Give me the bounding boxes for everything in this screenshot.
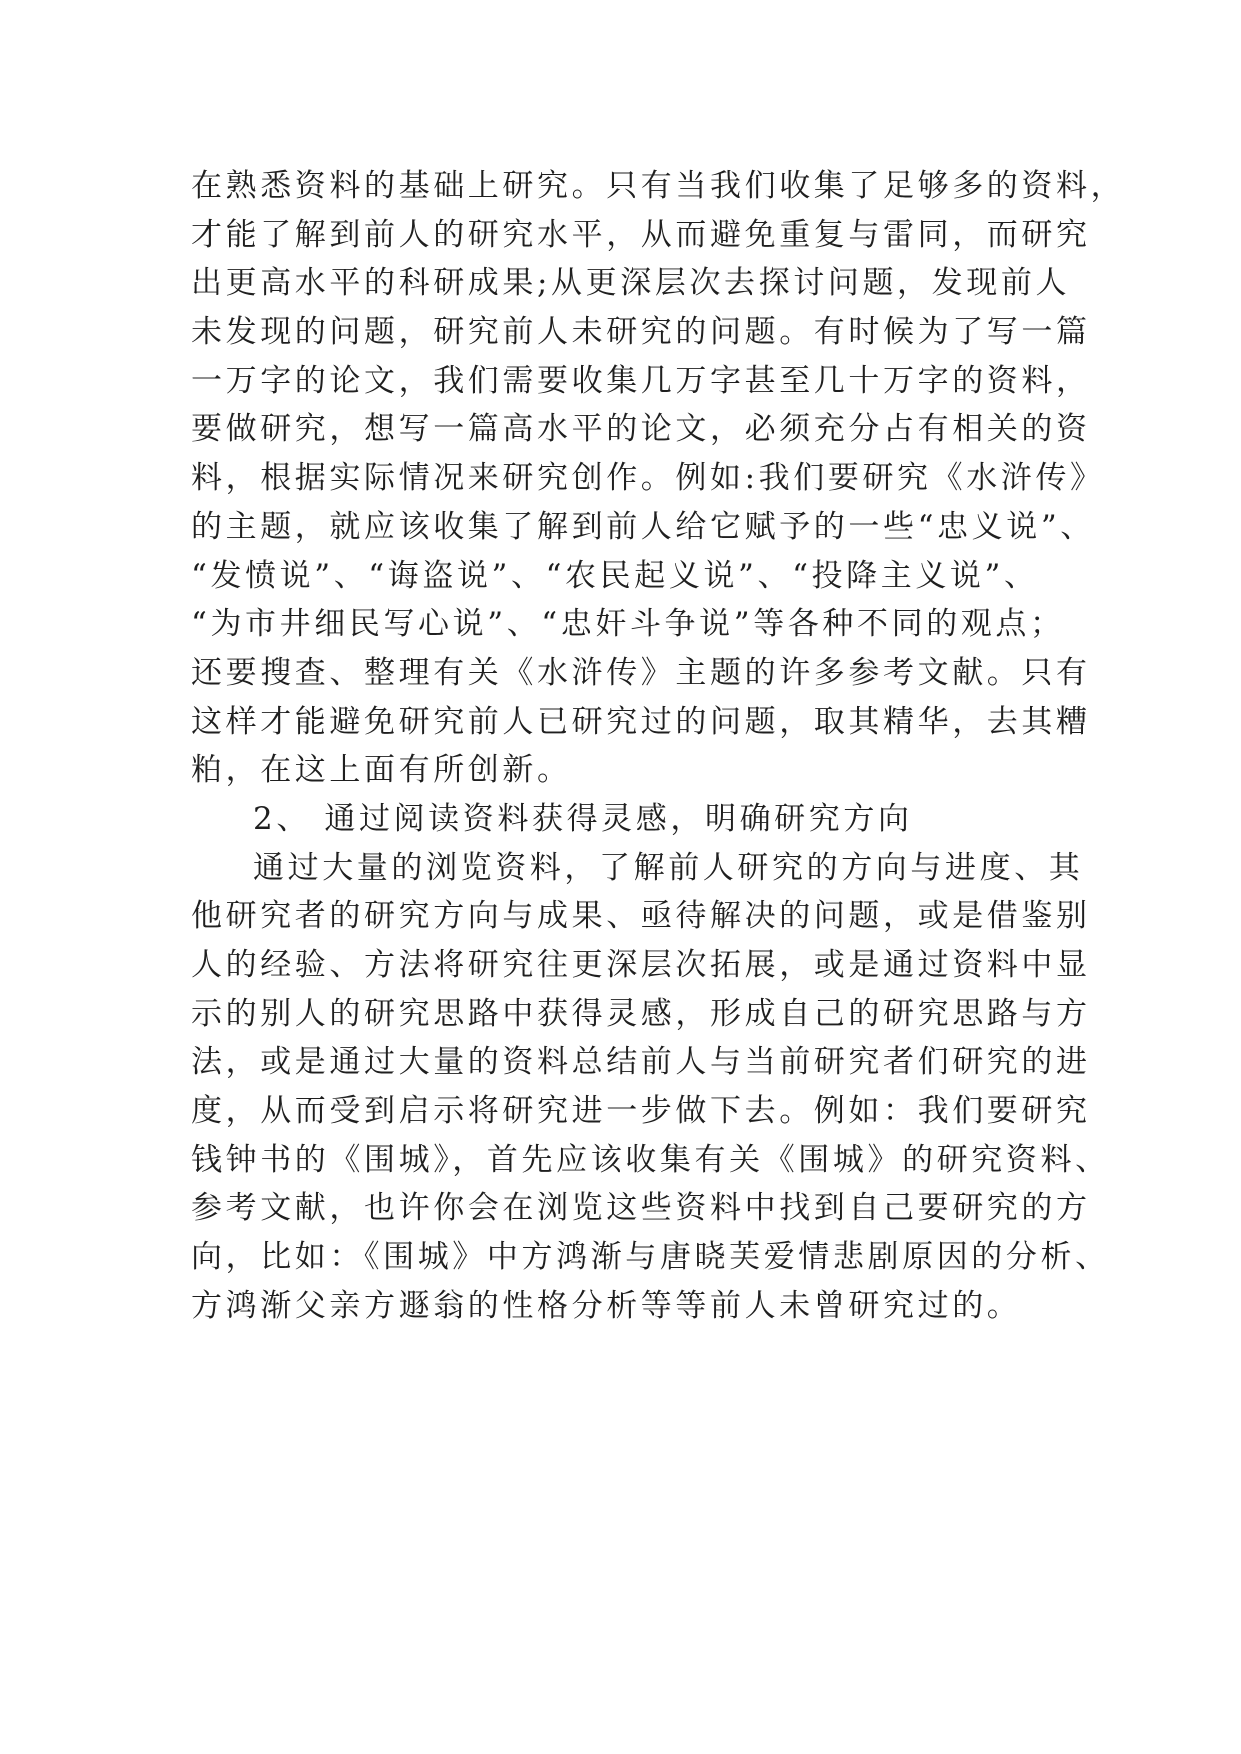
text-line: 示的别人的研究思路中获得灵感，形成自己的研究思路与方 — [191, 995, 1091, 1032]
text-line: 的主题，就应该收集了解到前人给它赋予的一些“忠义说”、 — [191, 508, 1095, 545]
text-line: 参考文献，也许你会在浏览这些资料中找到自己要研究的方 — [191, 1190, 1091, 1227]
text-line: 度，从而受到启示将研究进一步做下去。例如：我们要研究 — [191, 1093, 1091, 1130]
text-line: 法，或是通过大量的资料总结前人与当前研究者们研究的进 — [191, 1044, 1091, 1081]
text-line: 方鸿渐父亲方遯翁的性格分析等等前人未曾研究过的。 — [191, 1287, 1022, 1324]
text-line: 还要搜查、整理有关《水浒传》主题的许多参考文献。只有 — [191, 654, 1091, 691]
text-line: 人的经验、方法将研究往更深层次拓展，或是通过资料中显 — [191, 947, 1091, 983]
section-heading: 2、 通过阅读资料获得灵感，明确研究方向 — [253, 800, 913, 837]
text-line: 粕，在这上面有所创新。 — [191, 752, 572, 789]
text-line: 才能了解到前人的研究水平，从而避免重复与雷同，而研究 — [191, 216, 1091, 253]
text-line: 这样才能避免研究前人已研究过的问题，取其精华，去其糟 — [191, 703, 1091, 740]
text-line: 钱钟书的《围城》，首先应该收集有关《围城》的研究资料、 — [191, 1141, 1110, 1178]
text-line: 要做研究，想写一篇高水平的论文，必须充分占有相关的资 — [191, 411, 1091, 448]
text-line: 他研究者的研究方向与成果、亟待解决的问题，或是借鉴别 — [191, 898, 1091, 935]
body-text — [191, 162, 1126, 1331]
text-line: “为市井细民写心说”、“忠奸斗争说”等各种不同的观点； — [191, 606, 1065, 643]
text-line: “发愤说”、“诲盗说”、“农民起义说”、“投降主义说”、 — [191, 557, 1039, 594]
paragraph-first-line: 通过大量的浏览资料，了解前人研究的方向与进度、其 — [253, 849, 1084, 886]
text-line: 未发现的问题，研究前人未研究的问题。有时候为了写一篇 — [191, 314, 1091, 351]
text-line: 出更高水平的科研成果;从更深层次去探讨问题，发现前人 — [191, 265, 1071, 302]
text-line: 在熟悉资料的基础上研究。只有当我们收集了足够多的资料， — [191, 168, 1126, 204]
text-line: 向，比如：《围城》中方鸿渐与唐晓芙爱情悲剧原因的分析、 — [191, 1239, 1110, 1276]
text-line: 一万字的论文，我们需要收集几万字甚至几十万字的资料， — [191, 362, 1091, 399]
text-line: 料，根据实际情况来研究创作。例如:我们要研究《水浒传》 — [191, 460, 1105, 497]
